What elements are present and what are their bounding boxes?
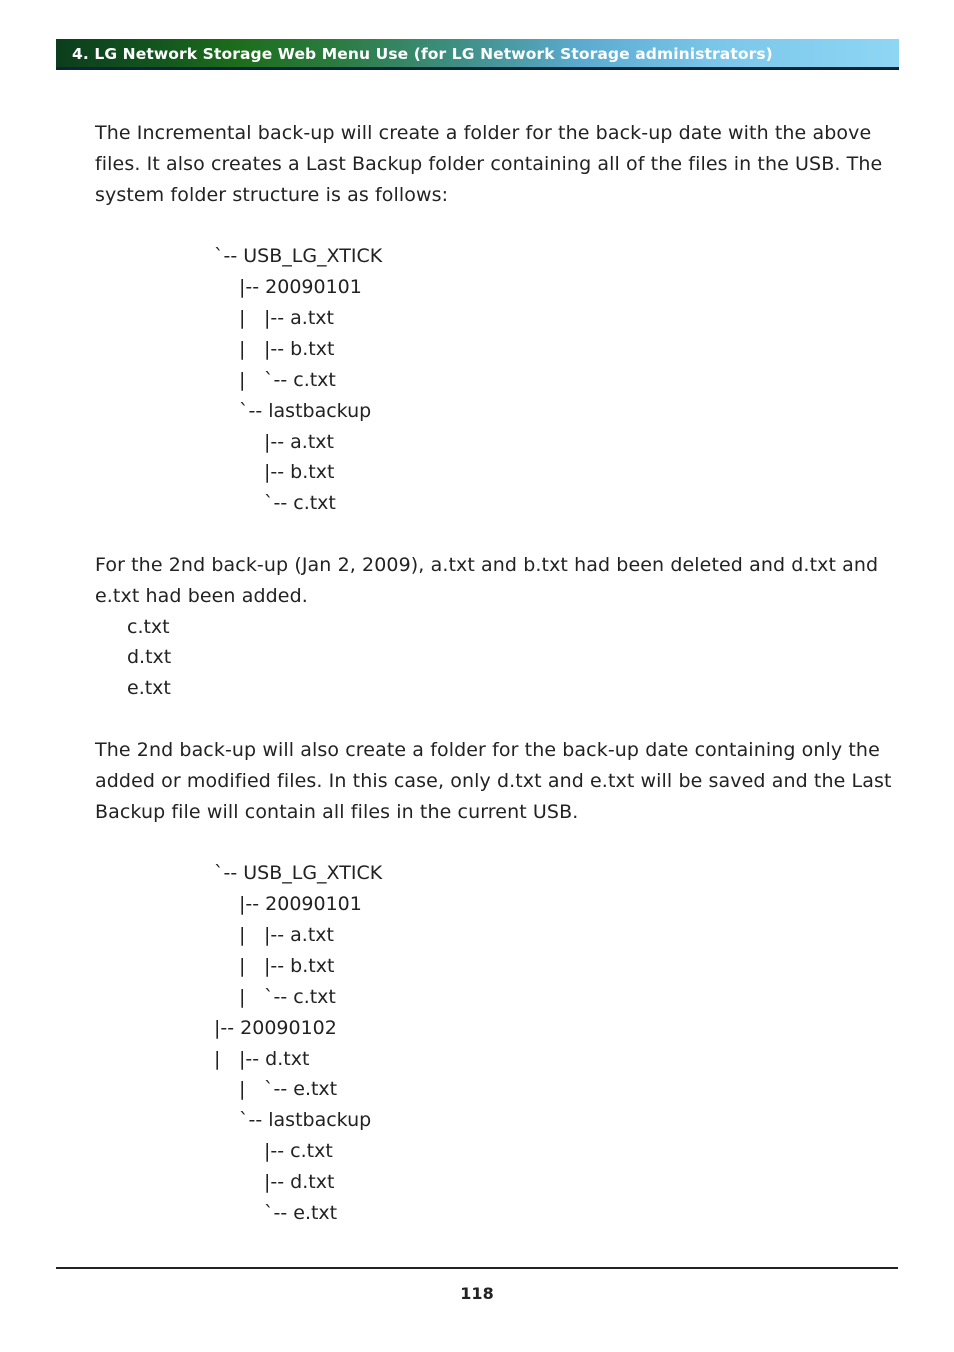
footer-divider xyxy=(56,1267,898,1269)
paragraph-line: system folder structure is as follows: xyxy=(95,184,449,206)
tree-line: |-- b.txt xyxy=(264,461,335,483)
tree-line: `-- e.txt xyxy=(264,1202,338,1224)
tree-line: | xyxy=(239,1078,246,1100)
tree-line: `-- lastbackup xyxy=(239,1109,372,1131)
paragraph-line: files. It also creates a Last Backup folder containing all of the files in the USB. The xyxy=(95,153,883,175)
tree-line: `-- c.txt xyxy=(264,986,336,1008)
tree-line: |-- a.txt xyxy=(264,431,334,453)
paragraph-line: Backup file will contain all files in the current USB. xyxy=(95,801,579,823)
chapter-header-bar xyxy=(56,39,899,70)
second-backup-paragraph xyxy=(95,550,895,612)
tree-line: | xyxy=(239,986,246,1008)
tree-line: | xyxy=(239,307,246,329)
tree-line: |-- 20090102 xyxy=(214,1017,337,1039)
tree-line: |-- d.txt xyxy=(239,1048,310,1070)
paragraph-line: added or modified files. In this case, only d.txt and e.txt will be saved and the Last xyxy=(95,770,892,792)
tree-line: |-- 20090101 xyxy=(239,276,362,298)
tree-line: | xyxy=(214,1048,221,1070)
tree-line: | xyxy=(239,338,246,360)
tree-line: | xyxy=(239,955,246,977)
file-list-item: d.txt xyxy=(127,646,172,668)
tree-line: |-- d.txt xyxy=(264,1171,335,1193)
paragraph-line: For the 2nd back-up (Jan 2, 2009), a.txt and b.txt had been deleted and d.txt and xyxy=(95,554,879,576)
tree-line: |-- b.txt xyxy=(264,955,335,977)
tree-line: `-- c.txt xyxy=(264,492,336,514)
tree-line: `-- lastbackup xyxy=(239,400,372,422)
paragraph-line: The Incremental back-up will create a folder for the back-up date with the above xyxy=(95,122,872,144)
file-list-item: c.txt xyxy=(127,616,170,638)
tree-line: |-- b.txt xyxy=(264,338,335,360)
tree-line: |-- a.txt xyxy=(264,924,334,946)
intro-paragraph xyxy=(95,118,895,211)
tree-line: |-- c.txt xyxy=(264,1140,333,1162)
tree-line: | xyxy=(239,369,246,391)
tree-line: `-- USB_LG_XTICK xyxy=(214,862,383,884)
tree-line: |-- a.txt xyxy=(264,307,334,329)
tree-line: |-- 20090101 xyxy=(239,893,362,915)
paragraph-line: e.txt had been added. xyxy=(95,585,308,607)
file-list-item: e.txt xyxy=(127,677,171,699)
page-number: 118 xyxy=(460,1284,494,1303)
incremental-explanation-paragraph xyxy=(95,735,895,828)
tree-line: `-- c.txt xyxy=(264,369,336,391)
paragraph-line: The 2nd back-up will also create a folder for the back-up date containing only the xyxy=(95,739,880,761)
chapter-title: 4. LG Network Storage Web Menu Use (for LG Network Storage administrators) xyxy=(72,45,773,63)
tree-line: | xyxy=(239,924,246,946)
tree-line: `-- USB_LG_XTICK xyxy=(214,245,383,267)
tree-line: `-- e.txt xyxy=(264,1078,338,1100)
